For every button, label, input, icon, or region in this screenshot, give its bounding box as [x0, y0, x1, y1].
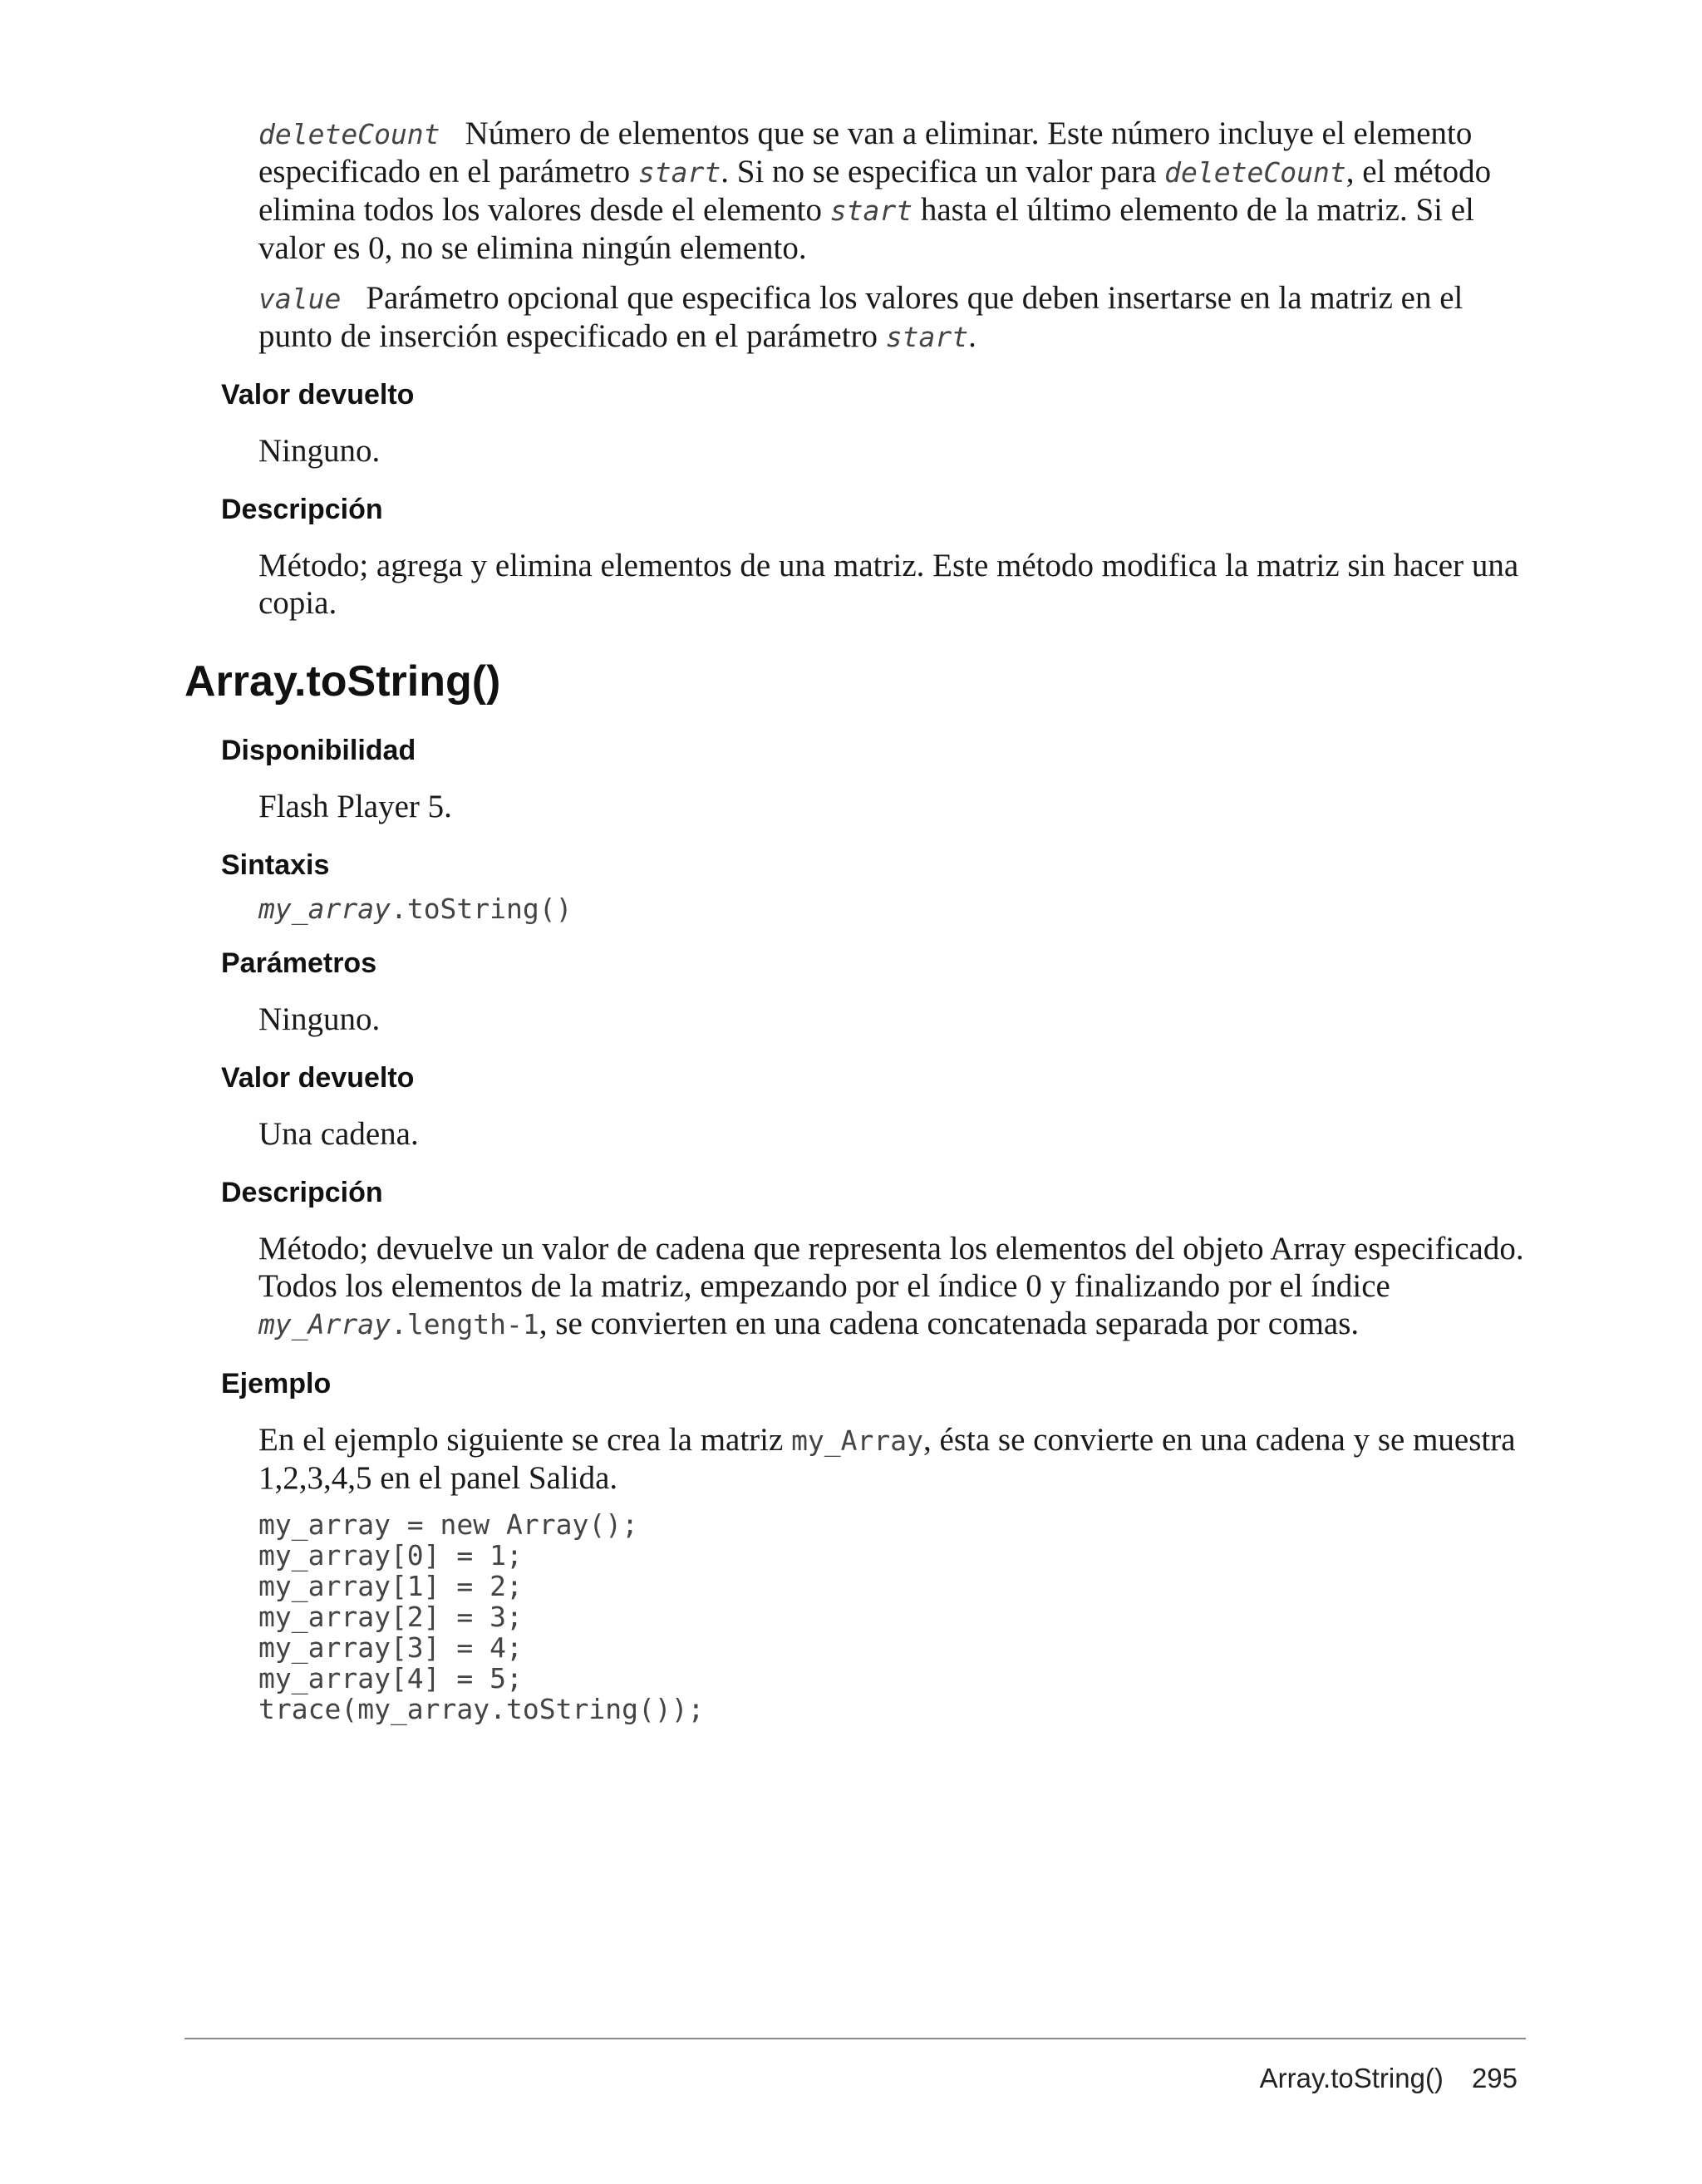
syntax-method: .toString() [390, 893, 573, 925]
parameters-text: Ninguno. [258, 1001, 381, 1037]
section-heading-return-2: Valor devuelto [221, 1062, 415, 1094]
param-value: value Parámetro opcional que especifica los valores que deben insertarse en la matriz en el punto de inserción especificado en el parámetro start. [258, 280, 1463, 354]
return-text: Ninguno. [258, 433, 381, 469]
code-example: my_array = new Array(); my_array[0] = 1; my_array[1] = 2; my_array[2] = 3; my_array[3] = 4; my_array[4] = 5; trace(my_array.toString()); [258, 1508, 705, 1725]
param-deletecount: deleteCount Número de elementos que se van a eliminar. Este número incluye el elemento especificado en el parámetro start. Si no se especifica un valor para deleteCount, el método elimina todos los valores desde el elemento start hasta el último elemento de la matriz. Si el valor es 0, no se elimina ningún elemento. [258, 116, 1492, 266]
param-name-value: value [258, 283, 342, 315]
syntax-line [258, 889, 1526, 927]
section-heading-example: Ejemplo [221, 1368, 332, 1399]
section-heading-syntax: Sintaxis [221, 849, 330, 881]
footer-divider [184, 2038, 1526, 2039]
example-text: En el ejemplo siguiente se crea la matriz my_Array, ésta se convierte en una cadena y se muestra 1,2,3,4,5 en el panel Salida. [258, 1422, 1516, 1496]
availability-text: Flash Player 5. [258, 789, 452, 824]
page-number: 295 [1471, 2063, 1518, 2093]
param-name-deletecount: deleteCount [258, 118, 440, 150]
syntax-object: my_array [258, 893, 391, 925]
section-heading-parameters: Parámetros [221, 947, 377, 979]
section-heading-description: Descripción [221, 494, 383, 525]
description-text-2: Método; devuelve un valor de cadena que representa los elementos del objeto Array especificado. Todos los elementos de la matriz, empezando por el índice 0 y finalizando por el índice my_Array.length-1, se convierten en una cadena concatenada separada por comas. [258, 1231, 1524, 1341]
section-heading-availability: Disponibilidad [221, 735, 416, 766]
section-heading-return: Valor devuelto [221, 379, 415, 411]
page-footer [1260, 2063, 1518, 2094]
entry-title: Array.toString() [184, 657, 501, 706]
description-text: Método; agrega y elimina elementos de una matriz. Este método modifica la matriz sin hacer una copia. [258, 548, 1519, 621]
return-text-2: Una cadena. [258, 1116, 419, 1152]
section-heading-description-2: Descripción [221, 1177, 383, 1208]
footer-section-title: Array.toString() [1259, 2063, 1444, 2093]
